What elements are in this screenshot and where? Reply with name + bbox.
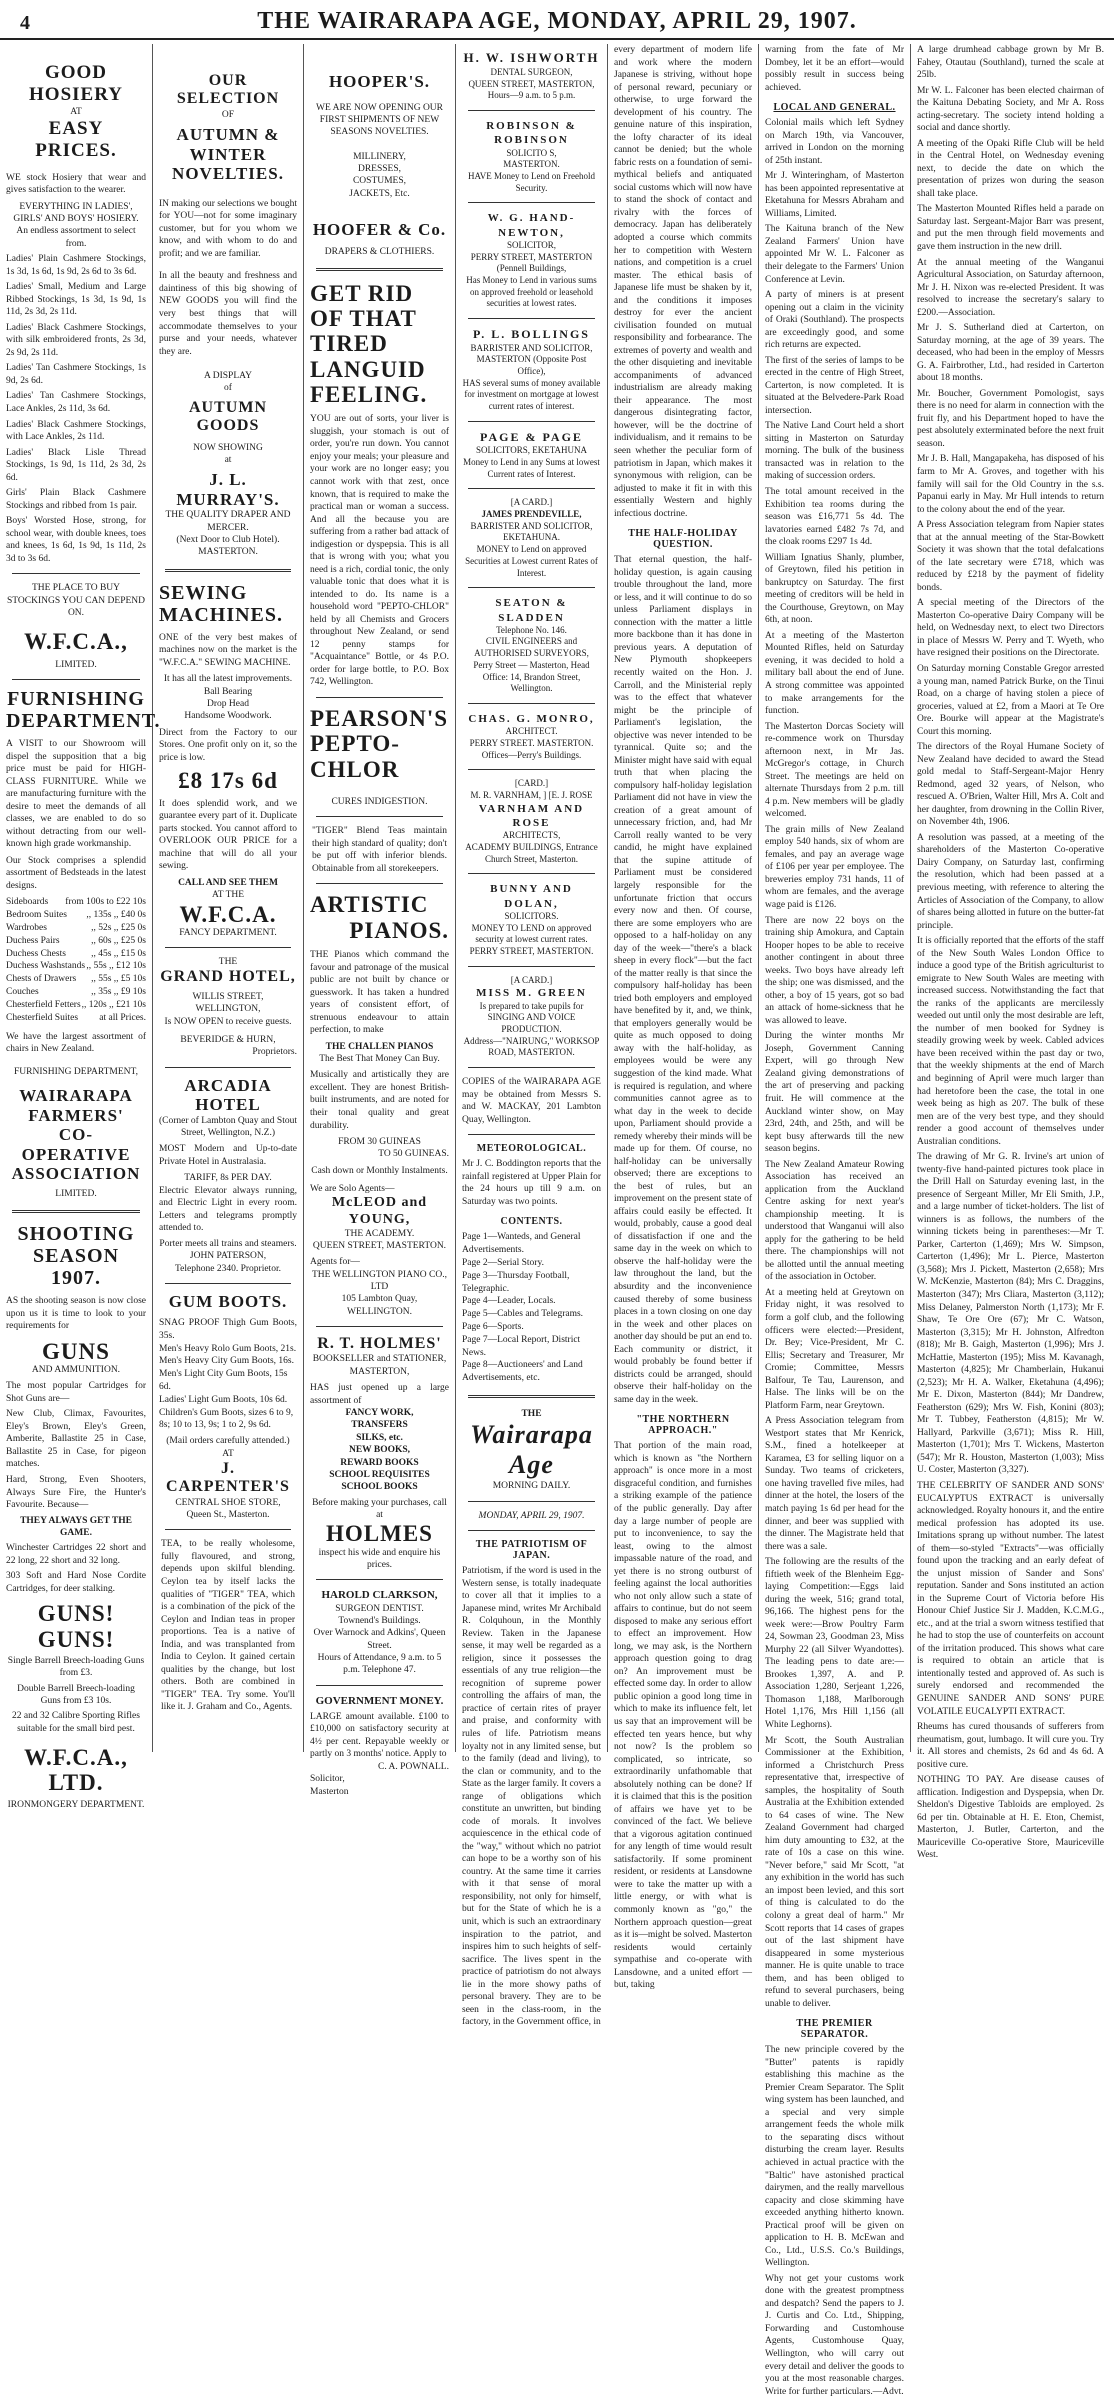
local-para: The Native Land Court held a short sitting in Masterton on Saturday morning. The bulk of the business transacted was in relation to the making of succession orders. bbox=[765, 421, 904, 482]
hooper-title: HOOPER'S. bbox=[328, 72, 431, 91]
sewing-text: ONE of the very best makes of machines now on the market is the "W.F.C.A." SEWING MACHINE. bbox=[159, 632, 297, 668]
bollings-text: HAS several sums of money available for investment on mortgage at lowest current rates of interest. bbox=[462, 377, 601, 412]
column-7 bbox=[911, 44, 1114, 1861]
wfca-name: W.F.C.A. bbox=[179, 901, 277, 927]
column-2 bbox=[153, 44, 303, 1752]
local-para: The Masterton Mounted Rifles held a parade on Saturday last. Sergeant-Major Barr was present, and put the men through field movements and gave them instruction in the new drill. bbox=[917, 204, 1104, 252]
grand-hotel: GRAND HOTEL, bbox=[160, 968, 296, 986]
arcadia-ad bbox=[159, 1076, 297, 1275]
furnishing-stock: Our Stock comprises a splendid assortment of Bedsteads in the latest designs. bbox=[6, 855, 146, 891]
card-bunny bbox=[462, 882, 601, 957]
hooper-items: MILLINERY, DRESSES, COSTUMES, JACKETS, Etc. bbox=[349, 151, 410, 199]
hosiery-ad bbox=[6, 62, 146, 671]
local-para: The directors of the Royal Humane Society of New Zealand have decided to award the Stead gold medal to Staff-Sergeant-Major Henry Redmond, aged 32 years, of Nelson, who rescued A. O'Brien, Walter Hill, Mrs A. Colt and her daughter, from drowning in the Collin River, on November 4th, 1906. bbox=[917, 742, 1104, 828]
card-varnham bbox=[462, 778, 601, 865]
tiger-ad: "TIGER" Blend Teas maintain their high standard of quality; don't be put off with inferior blends. Obtainable from all storekeepers. bbox=[312, 826, 447, 874]
selection-title: OUR SELECTION bbox=[176, 72, 280, 108]
met-heading: METEOROLOGICAL. bbox=[476, 1143, 587, 1155]
local-para: It is officially reported that the efforts of the staff of the New South Wales London Office to induce a good type of the British agriculturist to emigrate to New South Wales are meeting with increased success. Notwithstanding the fact that the ranks of the applicants are mercilessly weeded out until only the most desirable are left, the number of men booked for Sydney is steadily growing week by week. Cabled advices have been received within the past day or two, that the weekly shipments at the end of March and beginning of April were much larger than had heretofore been the case, the total in one week being as high as 207. The bulk of these men are of the very best type, and they should render a good account of themselves under Australian conditions. bbox=[917, 936, 1104, 1147]
gum-text: SNAG PROOF Thigh Gum Boots, 35s. bbox=[159, 1318, 297, 1342]
arcadia-addr: (Corner of Lambton Quay and Stout Street, Wellington, N.Z.) bbox=[159, 1115, 297, 1139]
guns-and: AND AMMUNITION. bbox=[31, 1364, 121, 1375]
furnishing-title: FURNISHING DEPARTMENT. bbox=[6, 688, 161, 733]
page-text: Money to Lend in any Sums at lowest Current rates of Interest. bbox=[463, 457, 600, 479]
musically: Musically and artistically they are excellent. They are honest British-built instruments, and are noted for their tonal quality and great durability. bbox=[310, 1070, 449, 1131]
porter: Porter meets all trains and steamers. bbox=[159, 1238, 297, 1249]
association-line: WAIRARAPA bbox=[19, 1085, 133, 1105]
guns-double: Double Barrell Breech-loading Guns from £3 10s. bbox=[17, 1683, 135, 1707]
shooting-text: AS the shooting season is now close upon us it is time to look to your requirements for bbox=[6, 1296, 146, 1332]
lambton: 105 Lambton Quay, bbox=[341, 1294, 418, 1305]
guns-text: The most popular Cartridges for Shot Guns are— bbox=[6, 1381, 146, 1404]
tea-ad: TEA, to be really wholesome, fully flavoured, and strong, depends upon skilful blending. Ceylon tea by itself lacks the qualities of "TIGER" TEA, which is a combination of the pick of the Ceylon and Indian teas in proper proportions. Tea is a native of India, and was transplanted from India to Ceylon. It gained certain qualities by the change, but lost others. Both are combined in "TIGER" TEA. Try some. You'll like it. J. Graham and Co., Agents. bbox=[161, 1539, 295, 1713]
card-label: [A CARD.] bbox=[510, 497, 553, 508]
pearson: PEARSON'S bbox=[310, 706, 449, 732]
local-para: NOTHING TO PAY. Are disease causes of afflication. Indigestion and Dyspepsia, when Dr. Sheldon's Digestive Tabloids are employed. 2s 6d per tin. Obtainable at H. E. Eton, Chemist, Masterton, J. Butler, Carterton, and the Mauriceville Co-operative Store, Mauriceville West. bbox=[917, 1775, 1104, 1861]
green-name: MISS M. GREEN bbox=[476, 987, 587, 1000]
local-para: Rheums has cured thousands of sufferers from rheumatism, gout, lumbago. It will cure you. Try it. All stores and chemists, 2s 6d and 4s 6d. A positive cure. bbox=[917, 1722, 1104, 1770]
pepto-ad bbox=[310, 281, 449, 689]
fancy-dept: FANCY DEPARTMENT. bbox=[179, 927, 277, 938]
limited-label: LIMITED. bbox=[55, 659, 97, 670]
paper-name: Wairarapa Age bbox=[470, 1420, 593, 1480]
local-para: Colonial mails which left Sydney on March 19th, via Vancouver, arrived in London on the morning of 25th instant. bbox=[765, 118, 904, 166]
column-4 bbox=[456, 44, 607, 2028]
at-the: AT THE bbox=[211, 890, 245, 901]
pianos-text: THE Pianos which command the favour and patronage of the musical public are not built by chance or guesswork. It has taken a hundred years of consistent effort, of strenuous endeavour to attain perfection, to make bbox=[310, 949, 449, 1036]
prend-city: EKETAHUNA. bbox=[502, 532, 561, 543]
local-para: The Masterton Dorcas Society will re-commence work on Thursday afternoon next, in Mr Jas. McGregor's cottage, in Church Street. The meetings are held on alternate Thursdays from 2 p.m. till 4 p.m. New members will be gladly welcomed. bbox=[765, 721, 904, 820]
robinson-sub: SOLICITO S, bbox=[506, 147, 557, 158]
local-para: A Press Association telegram from Westport states that Mr Kenrick, S.M., fined a hotelkeeper at Karamea, £3 for selling liquor on a Sunday. Two teams of cricketers, one having travelled five miles, had dinner at the hotel, the losers of the match paying 1s 6d per head for the dinner, and beer was supplied with the dinner. The Magistrate held that there was a sale. bbox=[765, 1416, 904, 1552]
carpenter: J. CARPENTER'S bbox=[166, 1459, 290, 1496]
govt-text: LARGE amount available. £100 to £10,000 on satisfactory security at 4½ per cent. Repayable weekly or partly on 3 months' notice. Apply to bbox=[310, 1711, 449, 1760]
hosiery-item: Ladies' Small, Medium and Large Ribbed Stockings, 1s 3d, 1s 9d, 1s 11d, 2s 3d, 2s 11d. bbox=[6, 282, 146, 318]
contents-heading: CONTENTS. bbox=[500, 1216, 563, 1228]
cash: Cash down or Monthly Instalments. bbox=[311, 1165, 448, 1176]
local-para: William Ignatius Shanly, plumber, of Greytown, filed his petition in bankruptcy on Saturday. The first meeting of creditors will be held in the Courthouse, Greytown, on May 6th, at noon. bbox=[765, 552, 904, 626]
hand-text: Has Money to Lend in various sums on approved freehold or leasehold securities at lowest rates. bbox=[466, 274, 597, 309]
hosiery-item: Ladies' Black Cashmere Stockings, with Lace Ankles, 2s 11d. bbox=[6, 419, 146, 443]
hours: Hours of Attendance, 9 a.m. to 5 p.m. Telephone 47. bbox=[317, 1652, 442, 1676]
local-para: A party of miners is at present opening out a claim in the vicinity of Oraki (Southland). The prospects are exceedingly good, and some rich returns are expected. bbox=[765, 290, 904, 351]
furniture-price-list bbox=[6, 896, 146, 1024]
local-para: Mr J. Winteringham, of Masterton has been appointed representative at Eketahuna for Messrs Abraham and Williams, Limited. bbox=[765, 171, 904, 219]
display-label: A DISPLAY bbox=[204, 371, 252, 382]
paterson: JOHN PATERSON, bbox=[189, 1251, 267, 1262]
local-heading: LOCAL AND GENERAL. bbox=[773, 102, 896, 114]
wellington-piano: THE WELLINGTON PIANO CO., LTD bbox=[311, 1269, 447, 1292]
customs-text: Why not get your customs work done with the greatest promptness and despatch? Send the papers to J. J. Curtis and Co. Ltd., Shipping, Forwarding and Customhouse Agents, Customhouse Quay, Wellington, who will carry out every detail and deliver the goods to you at the most reasonable charges. Write for further particulars.—Advt. bbox=[765, 2273, 904, 2397]
challen: THE CHALLEN PIANOS bbox=[325, 1041, 434, 1052]
pianos: PIANOS. bbox=[349, 917, 449, 943]
varnham-names: M. R. VARNHAM, ] [E. J. ROSE bbox=[470, 789, 593, 800]
card-page bbox=[462, 430, 601, 481]
bunny-name: BUNNY AND DOLAN, bbox=[490, 883, 573, 910]
local-para: At a meeting held at Greytown on Friday night, it was resolved to form a golf club, and the following officers were elected:—President, Dr. Bey; Vice-President, Mr C. Ellis; Secretary and Treasurer, Mr Cromie; Committee, Messrs Balfour, Te Tau, Laurenson, and Halse. The links will be on the Platform Farm, near Greytown. bbox=[765, 1287, 904, 1411]
gum-line: Men's Light City Gum Boots, 15s 6d. bbox=[159, 1369, 288, 1392]
sewing-price: £8 17s 6d bbox=[178, 768, 278, 794]
best: The Best That Money Can Buy. bbox=[319, 1054, 440, 1065]
hosiery-item: Ladies' Tan Cashmere Stockings, Lace Ankles, 2s 11d, 3s 6d. bbox=[6, 391, 146, 414]
gum-line: Ladies' Light Gum Boots, 10s 6d. bbox=[159, 1394, 288, 1405]
local-para: The following are the results of the fiftieth week of the Blenheim Egg-laying Competition:—Eggs laid during the week, 516; grand total, 96,166. The highest pens for the week were:—Brow Poultry Farm 24, Sowman 23, Goodman 23, Miss Murphy 22 (all Silver Wyandottes). The leading pens to date are:—Brookes 1,397, A. and P. Association 1,280, Serjeant 1,226, Thomason 1,188, Marlborough Hotel 1,176, Mrs Hill 1,156 (all White Leghorns). bbox=[765, 1557, 904, 1730]
hosiery-at: AT bbox=[70, 106, 82, 117]
bollings-addr: MASTERTON (Opposite Post Office), bbox=[476, 354, 587, 376]
local-para: Mr. Boucher, Government Pomologist, says there is no need for alarm in connection with the fruit fly, and his Department hoped to have the pest absolutely exterminated before the next fruit season. bbox=[917, 388, 1104, 449]
wellington: WELLINGTON. bbox=[347, 1306, 412, 1317]
hw-name: H. W. ISHWORTH bbox=[463, 50, 600, 65]
local-para: The New Zealand Amateur Rowing Association has received an application from the Auckland Centre asking for next year's championship meeting. It is understood that Wanganui will also apply for the gathering to be held there. The championships will not be allotted until the annual meeting of the association in October. bbox=[765, 1159, 904, 1283]
holmes-ad bbox=[310, 1335, 449, 1571]
pownall: C. A. POWNALL. bbox=[378, 1762, 449, 1772]
call-see: CALL AND SEE THEM bbox=[178, 877, 278, 888]
seaton-addr: Perry Street — Masterton, Head Office: 14, Brandon Street, Wellington. bbox=[473, 659, 590, 694]
hosiery-item: Ladies' Plain Cashmere Stockings, 1s 3d, 1s 6d, 1s 9d, 2s 6d to 3s 6d. bbox=[6, 254, 146, 277]
varnham-sub: ARCHITECTS, bbox=[502, 830, 561, 841]
price-row: Chesterfield Suites at all Prices. bbox=[6, 1012, 146, 1023]
grand-address: WILLIS STREET, WELLINGTON, bbox=[192, 991, 264, 1015]
local-para: The first of the series of lamps to be erected in the centre of High Street, Carterton, is now completed. It is situated at the Belvedere-Park Road intersection. bbox=[765, 355, 904, 416]
guns-hard: Hard, Strong, Even Shooters, Always Sure Fire, the Hunter's Favourite. Because— bbox=[6, 1474, 146, 1511]
queen-st: Queen St., Masterton. bbox=[186, 1510, 270, 1521]
artistic: ARTISTIC bbox=[310, 892, 429, 918]
column-3 bbox=[304, 44, 455, 1797]
hosiery-item: Ladies' Black Cashmere Stockings, with silk embroidered fronts, 2s 3d, 2s 9d, 2s 11d. bbox=[6, 322, 146, 358]
prend-text: MONEY to Lend on approved Securities at Lowest current Rates of Interest. bbox=[465, 544, 598, 578]
local-para: The drawing of Mr G. R. Irvine's art union of twenty-five hand-painted pictures took place in the Drill Hall on Saturday evening last, in the presence of Sergeant Miller, Mr Eli Smith, J.P., and a large number of ticket-holders. The list of winners is as follows, the numbers of the winning tickets being in parentheses:—Mr T. Parker, Carterton (1,469); Mrs W. Simpson, Carterton (1,496); Mr L. Pierce, Masterton (3,568); Mrs J. Pickett, Masterton (2,658); Mrs W. McKenzie, Masterton (84); Mrs C. Draggins, Masterton (347); Mrs Cliara, Masterton (3,112); Miss Delaney, Palmerston North (1,173); Mr F. Shaw, Te Ore Ore (67); Mr C. Watson, Masterton (3,315); Mr H. Johnston, Alfredton (818); Mr B. Gaigh, Masterton (1,996); Mrs J. McHattie, Masterton (195); Miss M. Kavanagh, Masterton (4,825); Mr Chamberlain, Hukanui (2,523); Mr H. A. Walker, Eketahuna (4,496); Mr E. Dixon, Masterton (844); Mr Dandrew, Featherston (629); Mrs W. Fish, Konini (803); Mr T. Tubbey, Featherston (4,815); Mr W. Hallyard, Parkville (3,671); Miss R. Hill, Masterton (1,701); Mrs T. Wickens, Masterton (547); Mr R. Houston, Masterton (1,003); Miss U. Coster, Masterton (3,327). bbox=[917, 1152, 1104, 1476]
separator-text: The new principle covered by the "Butter" patents is rapidly establishing this machine as the Premier Cream Separator. The Split wing system has been launched, and a special and very simple arrangement feeds the whole milk to the separating discs without disturbing the cream layer. Results achieved in actual practice with the "Baltic" have astonished practical dairymen, and the really marvellous capacity and close skimming have exceeded anything hitherto known. Practical proof will be given on application to H. B. McEwan and Co., Ltd., U.S.S. Co.'s Buildings, Wellington. bbox=[765, 2045, 904, 2269]
hosiery-item: Ladies' Tan Cashmere Stockings, 1s 9d, 2s 6d. bbox=[6, 363, 146, 386]
sewing-features: Ball Bearing Drop Head Handsome Woodwork. bbox=[184, 686, 272, 722]
local-para: At a meeting of the Masterton Mounted Rifles, held on Saturday evening, it was decided to hold a military ball about the end of June. A strong committee was appointed to make arrangements for the function. bbox=[765, 630, 904, 717]
bollings-name: P. L. BOLLINGS bbox=[473, 327, 590, 342]
drapers: DRAPERS & CLOTHIERS. bbox=[324, 246, 435, 257]
local-para: The grain mills of New Zealand employ 540 hands, six of whom are females, and pay an average wage of £106 per year per employee. The breweries employ 731 hands, 11 of whom are females, and the average wage paid is £126. bbox=[765, 824, 904, 910]
card-seaton bbox=[462, 596, 601, 695]
local-para: The total amount received in the Exhibition tea rooms during the season was £16,771 5s 4d. The lavatories earned £482 7s 7d, and the cloak rooms £297 1s 4d. bbox=[765, 487, 904, 548]
tariff-text: Electric Elevator always running, and Electric Light in every room. Letters and telegrams promptly attended to. bbox=[159, 1185, 297, 1234]
card-prendeville bbox=[462, 497, 601, 579]
holmes-big: HOLMES bbox=[326, 1521, 433, 1547]
green-text: Is prepared to take pupils for SINGING AND VOICE PRODUCTION. bbox=[479, 1000, 584, 1035]
bunny-text: MONEY TO LEND on approved security at lowest current rates. bbox=[471, 922, 592, 945]
hosiery-item: Girls' Plain Black Cashmere Stockings and ribbed from 1s pair. bbox=[6, 488, 146, 511]
page-sub: SOLICITORS, EKETAHUNA bbox=[475, 445, 588, 456]
bunny-addr: PERRY STREET, MASTERTON. bbox=[469, 945, 594, 956]
price-row: Sideboards from 100s to £22 10s bbox=[6, 897, 146, 908]
local-para: A Press Association telegram from Napier states that at the annual meeting of the Star-Bowkett Society it was shown that the total defalcations of the late secretary were £718, which was reduced by £218 by the payment of fidelity bonds. bbox=[917, 520, 1104, 593]
beveridge: BEVERIDGE & HURN, bbox=[180, 1034, 276, 1045]
furnishing-dept: FURNISHING DEPARTMENT, bbox=[14, 1066, 138, 1077]
arcadia-text: MOST Modern and Up-to-date Private Hotel in Australasia. bbox=[159, 1144, 297, 1167]
now-showing: NOW SHOWING bbox=[193, 442, 263, 453]
masterton-label: MASTERTON. bbox=[198, 547, 258, 558]
central-shoe: CENTRAL SHOE STORE, bbox=[175, 1497, 281, 1508]
page-number: 4 bbox=[20, 12, 30, 34]
tariff: TARIFF, 8s PER DAY. bbox=[184, 1173, 272, 1184]
contents-item: Page 8—Auctioneers' and Land Advertisements, etc. bbox=[462, 1360, 583, 1384]
shooting-title: SHOOTING SEASON 1907. bbox=[17, 1223, 135, 1290]
from-guineas: FROM 30 GUINEAS bbox=[338, 1137, 421, 1148]
agents: We are Solo Agents— bbox=[310, 1184, 395, 1195]
sewing-direct: Direct from the Factory to our Stores. One profit only on it, so the price is low. bbox=[159, 727, 297, 763]
local-para: On Saturday morning Constable Gregor arrested a young man, named Patrick Burke, on the Tinui Road, on a charge of having stolen a piece of groceries, valued at £2, from a Maori at Te Ore Ore. Bourke will appear at the Magistrate's Court this morning. bbox=[917, 663, 1104, 737]
column-1 bbox=[0, 44, 161, 1810]
guns-rifles: 22 and 32 Calibre Sporting Rifles suitable for the small bird pest. bbox=[12, 1711, 140, 1734]
price-row: Duchess Chests ,, 45s ,, £15 0s bbox=[6, 948, 146, 959]
hooper-text: WE ARE NOW OPENING OUR FIRST SHIPMENTS OF NEW SEASONS NOVELTIES. bbox=[315, 102, 443, 138]
local-para: Mr W. L. Falconer has been elected chairman of the Kaituna Debating Society, and Mr A. Ross acting-secretary. The society intend holding a social and dance shortly. bbox=[917, 85, 1104, 134]
hw-sub: DENTAL SURGEON, bbox=[490, 66, 573, 77]
novelties-ad bbox=[159, 72, 297, 559]
seaton-name: SEATON & SLADDEN bbox=[495, 597, 568, 624]
hosiery-title: GOOD HOSIERY bbox=[29, 62, 123, 105]
local-para: THE CELEBRITY OF SANDER AND SONS' EUCALYPTUS EXTRACT is universally acknowledged. Royalty honours it, and the entire medical profession has adopted its use. Imitations sprang up without number. The latest of them—so-styled "Extracts"—was officially found upon the tracking and an early defeat of the unjust mission of Sander and Sons' reputation. Sander and Sons instituted an action in the Supreme Court of Victoria before His Honour Chief Justice Sir J. Madden, K.C.M.G., etc., and at the trial a sworn witness testified that he had to stop the use of counterfeits on account of the irritation produced. This shows what care is required to obtain an article that is intentionally tested and approved of. As such is surely endorsed and recommended the GENUINE SANDER AND SONS' PURE VOLATILE EUCALYPTI EXTRACT. bbox=[917, 1480, 1104, 1717]
seaton-sub: CIVIL ENGINEERS and AUTHORISED SURVEYORS, bbox=[474, 636, 589, 659]
shooting-ad bbox=[6, 1223, 146, 1811]
guns-single: Single Barrell Breech-loading Guns from £3. bbox=[7, 1655, 145, 1679]
contents-item: Page 3—Thursday Football, Telegraphic. bbox=[462, 1270, 570, 1294]
telephone: Telephone 2340. Proprietor. bbox=[175, 1263, 281, 1274]
price-row: Wardrobes ,, 52s ,, £25 0s bbox=[6, 923, 146, 934]
bollings-sub: BARRISTER AND SOLICITOR, bbox=[470, 342, 593, 353]
hosiery-everything: EVERYTHING IN LADIES', GIRLS' AND BOYS' HOSIERY. bbox=[13, 201, 139, 225]
gum-line: Men's Heavy Rolo Gum Boots, 21s. bbox=[159, 1343, 297, 1354]
local-para: During the winter months Mr Joseph, Government Canning Expert, will go through New Zealand giving demonstrations of the art of preserving and packing fruit. He will commence at the Auckland winter show, on May 23rd, 24th, and 25th, and will be kept busy afterwards till the new season begins. bbox=[765, 1031, 904, 1155]
hosiery-place: THE PLACE TO BUY STOCKINGS YOU CAN DEPEND ON. bbox=[6, 583, 146, 619]
queen-street: QUEEN STREET, MASTERTON. bbox=[312, 1240, 447, 1251]
varnham-addr: ACADEMY BUILDINGS, Entrance Church Street, Masterton. bbox=[465, 841, 598, 864]
furnishing-end: We have the largest assortment of chairs in New Zealand. bbox=[6, 1031, 146, 1055]
agents-for: Agents for— bbox=[310, 1257, 360, 1268]
gumboots-title: GUM BOOTS. bbox=[168, 1291, 288, 1311]
local-para: Mr J. B. Hall, Mangapakeha, has disposed of his farm to Mr A. Groves, and together with his family will sail for the Old Country in the s.s. Papanui early in May. Mr Hull intends to return to the colony about the end of the year. bbox=[917, 454, 1104, 515]
card2-label: [CARD.] bbox=[514, 778, 549, 789]
green-addr: Address—"NAIRUNG," WORKSOP ROAD, MASTERTON. bbox=[463, 1035, 600, 1058]
halfholiday-heading: THE HALF-HOLIDAY QUESTION. bbox=[628, 528, 738, 551]
sewing-title: SEWING MACHINES. bbox=[159, 581, 284, 626]
page-name: PAGE & PAGE bbox=[480, 429, 583, 444]
issue-date: MONDAY, APRIL 29, 1907. bbox=[478, 1510, 585, 1521]
hw-addr: QUEEN STREET, MASTERTON, bbox=[468, 78, 595, 89]
hoofer-co: HOOFER & Co. bbox=[312, 219, 447, 239]
met-text: Mr J. C. Boddington reports that the rainfall registered at Upper Plain for the 24 hours up till 9 a.m. on Saturday was two points. bbox=[462, 1159, 601, 1207]
wfca-ltd: W.F.C.A., LTD. bbox=[24, 1745, 128, 1796]
patriotism-heading: THE PATRIOTISM OF JAPAN. bbox=[475, 1539, 588, 1562]
varnham-name: VARNHAM AND ROSE bbox=[478, 802, 585, 829]
contents-item: Page 2—Serial Story. bbox=[462, 1257, 544, 1268]
guns-guns: GUNS! GUNS! bbox=[37, 1601, 115, 1652]
morning-daily: MORNING DAILY. bbox=[492, 1481, 571, 1492]
patriotism-text: Patriotism, if the word is used in the Western sense, is totally inadequate to cover all that it implies to a Japanese mind, writes Mr Archibald R. Colquhoun, in the Monthly Review. Taken in the Japanese sense, it may well be regarded as a religion, since it possesses the essentials of any true religion—the recognition of supreme power controlling the affairs of man, the practice of certain rites of prayer and praise, and conformity with rules of life. Patriotism means loyalty not in any limited sense, but to the family (dead and living), to the clan or community, and to the State as the larger family. It covers a range of obligations which constitute an unwritten, but binding code of morals. It involves acquiescence in the ethical code of the "way," without which no patriot can hope to be a worthy son of his country. At the same time it carries with it that sense of moral responsibility, not only for himself, but for the State of which he is a unit, which is such an extraordinary inspiration to the patriot, and inspires him to such heights of self-sacrifice. The lives spent in the practice of patriotism do not always lie in the more showy paths of personal bravery. They are to be seen in the class-room, in the factory, in the Government office, in bbox=[462, 1566, 601, 2028]
monro-sub: ARCHITECT. bbox=[505, 726, 558, 737]
holmes-text: HAS just opened up a large assortment of bbox=[310, 1383, 449, 1406]
get-rid-title: GET RID OF THAT TIRED LANGUID FEELING. bbox=[310, 280, 428, 408]
guns-always: THEY ALWAYS GET THE GAME. bbox=[20, 1515, 132, 1538]
robinson-city: MASTERTON. bbox=[503, 159, 560, 170]
sewing-improve: It has all the latest improvements. bbox=[163, 674, 293, 685]
pianos-ad bbox=[310, 892, 449, 1318]
copies-notice: COPIES of the WAIRARAPA AGE may be obtained from Messrs S. and W. MACKAY, 201 Lambton Quay, Wellington. bbox=[462, 1077, 601, 1125]
contents-item: Page 5—Cables and Telegrams. bbox=[462, 1309, 584, 1320]
local-para: Mr J. S. Sutherland died at Carterton, on Saturday morning, at the age of 39 years. The deceased, who had been in the employ of Messrs G. A. Fairbrother, Ltd., had resided in Carterton about 18 months. bbox=[917, 323, 1104, 384]
quality-draper: THE QUALITY DRAPER AND MERCER. bbox=[165, 510, 291, 533]
price-row: Chests of Drawers ,, 55s ,, £5 10s bbox=[6, 974, 146, 985]
local-para: The Kaituna branch of the New Zealand Farmers' Union have appointed Mr W. L. Falconer as their delegate to the Farmers' Union Conference at Levin. bbox=[765, 224, 904, 285]
card-hand bbox=[462, 211, 601, 310]
holmes-items: FANCY WORK, TRANSFERS SILKS, etc. NEW BOOKS, REWARD BOOKS SCHOOL REQUISITES SCHOOL BOOKS bbox=[329, 1408, 430, 1493]
monro-name: CHAS. G. MONRO, bbox=[468, 712, 595, 725]
govt-money-ad bbox=[310, 1694, 449, 1798]
contents-item: Page 1—Wanteds, and General Advertisements. bbox=[462, 1232, 581, 1256]
card-monro bbox=[462, 712, 601, 761]
next-door: (Next Door to Club Hotel). bbox=[176, 535, 280, 546]
over: Over Warnock and Adkins', Queen Street. bbox=[313, 1628, 446, 1651]
card-green bbox=[462, 975, 601, 1059]
article-text: That portion of the main road, which is known as "the Northern approach" is once more in a most disgraceful condition, and furnishes a striking example of the patience of the public generally. Day after day a large number of people are put to inconvenience, to say the least, owing to the almost impassable nature of the road, and yet there is no strong outburst of feeling against the local authorities who not only allow such a state of affairs to continue, but do not seem disposed to make any serious effort to effect an improvement. How long, we may ask, is the Northern approach question going to drag on? An improvement must be effected some day. In order to allow public opinion a good long time in which to make its influence felt, let us say that an improvement will be effected ten years hence, but why not now? Is the problem so complicated, so intricate, so extraordinarily unfathomable that absolutely nothing can be done? If it is claimed that this is the position of affairs we have yet to be convinced of the fact. We believe that a vigorous agitation continued for any length of time would result satisfactorily. If some prominent resident, or residents at Lansdowne were to take the matter up with a little energy, or with what is commonly known as "go," the Northern approach question—great as it is—might be solved. Masterton residents would certainly sympathise and co-operate with Lansdowne, and a united effort — but, taking bbox=[614, 1441, 752, 1991]
display-of: of bbox=[224, 383, 232, 394]
pepto-chlor: PEPTO-CHLOR bbox=[310, 731, 400, 782]
article-text: warning from the fate of Mr Dombey, let it be an effort—would possibly result in success being achieved. bbox=[765, 45, 904, 93]
harold: HAROLD CLARKSON, bbox=[321, 1589, 438, 1602]
furnishing-text: A VISIT to our Showroom will dispel the supposition that a big price must be paid for HIGH-CLASS FURNITURE. While we are manufacturing furniture with the desire to meet the demands of all classes, we are enabled to do so without detracting from our well-known high grade workmanship. bbox=[6, 739, 146, 850]
masterton: MASTERTON, bbox=[349, 1366, 410, 1377]
clarkson-ad bbox=[310, 1588, 449, 1676]
hosiery-intro: WE stock Hosiery that wear and gives satisfaction to the wearer. bbox=[6, 172, 146, 196]
gum-line: Children's Gum Boots, sizes 6 to 9, 8s; 10 to 13, 9s; 1 to 2, 9s 6d. bbox=[159, 1407, 294, 1431]
get-rid-text: YOU are out of sorts, your liver is sluggish, your stomach is out of order, you're run down. You cannot enjoy your meals; your pleasure and your work are no longer easy; you cannot work with that zest, once known, that is required to make the practical man or woman a success. And all the because you are suffering from a rather bad attack of indigestion or dyspepsia. This is all that is wrong with you; what you need is a rich, cordial tonic, the only valuable tonic that does what it is intended to do. Its name is a household word "PEPTO-CHLOR" held by all Chemists and Grocers throughout New Zealand, or send 12 penny stamps for "Acquaintance" Bottle, or 4s P.O. order for large bottle, to P.O. Box 742, Wellington. bbox=[310, 414, 449, 688]
mail-orders: (Mail orders carefully attended.) bbox=[166, 1436, 290, 1447]
contents-item: Page 7—Local Report, District News. bbox=[462, 1334, 581, 1358]
arcadia-title: ARCADIA HOTEL bbox=[184, 1075, 272, 1115]
newspaper-title: THE WAIRARAPA AGE, MONDAY, APRIL 29, 1907. bbox=[257, 8, 857, 34]
northern-heading: "THE NORTHERN APPROACH." bbox=[636, 1414, 730, 1437]
autumn-novelties: AUTUMN & WINTER NOVELTIES. bbox=[172, 125, 284, 184]
masthead bbox=[0, 0, 1114, 40]
price-row: Duchess Pairs ,, 60s ,, £25 0s bbox=[6, 935, 146, 946]
seaton-tel: Telephone No. 146. bbox=[496, 624, 567, 635]
making-text: IN making our selections we bought for YOU—not for some imaginary customer, but for you whom we know, and with whom to do and profit; and we are familiar. bbox=[159, 198, 297, 259]
murray-name: J. L. MURRAY'S. bbox=[176, 470, 280, 509]
grand-hotel-ad bbox=[159, 956, 297, 1058]
holmes-before: Before making your purchases, call at bbox=[312, 1497, 447, 1520]
association-line: FARMERS' bbox=[28, 1105, 124, 1125]
local-para: A special meeting of the Directors of the Masterton Co-operative Dairy Company will be held, on Wednesday next, to elect two Directors in place of Messrs W. Perry and T. Wyeth, who have resigned their positions on the Directorate. bbox=[917, 598, 1104, 659]
hosiery-item: Boys' Worsted Hose, strong, for school wear, with double knees, toes and knees, 1s 6d, 1s 9d, 1s 11d, 2s 3d to 3s 6d. bbox=[6, 516, 146, 564]
local-para: A large drumhead cabbage grown by Mr B. Fahey, Otautau (Southland), turned the scale at 25lb. bbox=[917, 45, 1104, 81]
holmes-title: R. T. HOLMES' bbox=[317, 1335, 442, 1352]
townend: Townend's Buildings. bbox=[338, 1615, 421, 1626]
robinson-name: ROBINSON & ROBINSON bbox=[486, 119, 577, 147]
contents-item: Page 4—Leader, Locals. bbox=[462, 1296, 556, 1307]
robinson-text: HAVE Money to Lend on Freehold Security. bbox=[467, 170, 596, 193]
guns-list: New Club, Climax, Favourites, Eley's Brown, Eley's Green, Amberite, Ballastite 25 in Case, Ballastite 25 in Case, for pigeon matches. bbox=[6, 1409, 146, 1470]
guns-winchester: Winchester Cartridges 22 short and 22 long, 22 short and 32 long. bbox=[6, 1543, 146, 1566]
association-limited: LIMITED. bbox=[55, 1188, 97, 1199]
card3-label: [A CARD.] bbox=[510, 974, 553, 985]
wfca-heading: W.F.C.A., bbox=[24, 629, 128, 655]
grand-open: Is NOW OPEN to receive guests. bbox=[164, 1016, 292, 1027]
furnishing-ad bbox=[6, 688, 161, 1200]
hw-hours: Hours—9 a.m. to 5 p.m. bbox=[487, 90, 576, 101]
beauty-text: In all the beauty and freshness and daintiness of this big showing of NEW GOODS you will find the very best things that will accommodate themselves to your purse and your needs, whatever they are. bbox=[159, 271, 297, 357]
paper-nameplate bbox=[462, 1408, 601, 1493]
guns-303: 303 Soft and Hard Nose Cordite Cartridges, for deer stalking. bbox=[6, 1571, 146, 1594]
prendeville-name: JAMES PRENDEVILLE, bbox=[481, 509, 582, 520]
card-hw bbox=[462, 50, 601, 102]
price-row: Duchess Washstands ,, 55s ,, £12 10s bbox=[6, 961, 146, 972]
separator-heading: THE PREMIER SEPARATOR. bbox=[796, 2018, 873, 2041]
hand-sub: SOLICITOR, bbox=[506, 239, 557, 250]
to-guineas: TO 50 GUINEAS. bbox=[378, 1149, 449, 1160]
mcleod: McLEOD and YOUNG, bbox=[331, 1195, 428, 1227]
card-robinson bbox=[462, 119, 601, 194]
at-label: at bbox=[224, 454, 232, 465]
column-6 bbox=[759, 44, 910, 2397]
the-label: THE bbox=[521, 1409, 542, 1420]
solicitor: Solicitor, Masterton bbox=[310, 1774, 349, 1797]
surgeon: SURGEON DENTIST. bbox=[335, 1603, 424, 1614]
association-line: ASSOCIATION bbox=[11, 1164, 141, 1184]
monro-addr: PERRY STREET. MASTERTON. Offices—Perry's Buildings. bbox=[469, 737, 594, 760]
inspect: inspect his wide and enquire his prices. bbox=[318, 1547, 441, 1570]
hand-name: W. G. HAND-NEWTON, bbox=[487, 212, 576, 239]
article-text: That eternal question, the half-holiday question, is again causing trouble throughout the land, more or less, and it will continue to do so unless Parliament displays in connection with the matter a little more backbone than it has done in previous years. A deputation of New Plymouth shopkeepers recently waited on the Hon. J. Carroll, and the Ministerial reply was to the effect that whatever might be the principle of Parliament's legislation, the objective was never intended to be tyrannical. Quite so; and the Minister might have said with equal truth that when placing the compulsory half-holiday legislation Parliament did not have in view the creation of a great amount of unnecessary friction, and, had Mr Carroll really wanted to be very candid, he might have explained that the supine attitude of Parliament must be considered largely responsible for the unfortunate friction that occurs every now and then. Of course, there are some employers who are opposed to a half-holiday on any day of the week—"there's a black sheep in every flock"—but the fact of the matter really is that since the compulsory half-holiday has been tried both employers and employed have benefited by it, and, we think, that employers generally would be quite as much opposed to doing away with the half-holiday, as employees would be were any suggestion of the kind made. What is required is regulation, and where communities cannot agree as to what day in the week to decide upon, Parliament should provide a remedy whereby their minds will be made up for them. Of course, no half-holiday can be universally observed; there are exceptions to the best of rules, but an improvement on the present state of affairs could easily be effected. It would, probably, cause a good deal of dissatisfaction if one and the same day in the week on which to observe the half-holiday were the law throughout the land, but the absurdity and the inconvenience caused thereby of some business places in a town closing on one day in the week and other places on another day should be put an end to. Each community or district, it would probably be found better if districts could be arranged, should observe their half-holiday on the same day in the week. bbox=[614, 555, 752, 1405]
govt: GOVERNMENT MONEY. bbox=[315, 1694, 444, 1707]
academy: THE ACADEMY. bbox=[344, 1228, 415, 1239]
gum-line: Men's Heavy City Gum Boots, 16s. bbox=[159, 1356, 294, 1367]
local-para: Mr Scott, the South Australian Commissioner at the Exhibition, informed a Christchurch Press representative that, irrespective of samples, the hospitality of South Australia at the Exhibition extended to 64 cases of wine. The New Zealand Government had charged him duty amounting to £32, at the rate of 10s a case on this wine. "Never before," said Mr Scott, "at any exhibition in the world has such an impost been levied, and this sort of thing is calculated to do the colony a great deal of harm." Mr Scott reports that 14 cases of grapes out of the last shipment have disappeared in some mysterious manner. He is quite unable to trace them, and has been obliged to refund to several purchasers, being unable to deliver. bbox=[765, 1735, 904, 2009]
grand-the: THE bbox=[218, 957, 238, 968]
gumboots-ad bbox=[159, 1292, 297, 1521]
sewing-ad bbox=[159, 582, 297, 939]
hosiery-endless: An endless assortment to select from. bbox=[16, 226, 136, 249]
hosiery-item: Ladies' Black Lisle Thread Stockings, 1s 9d, 1s 11d, 2s 3d, 2s 6d. bbox=[6, 447, 146, 483]
proprietors: Proprietors. bbox=[252, 1047, 297, 1058]
local-para: A meeting of the Opaki Rifle Club will be held in the Central Hotel, on Wednesday evening next, to decide the date on which the presentation of prizes won during the season shall take place. bbox=[917, 138, 1104, 199]
card-bollings bbox=[462, 327, 601, 413]
bunny-sub: SOLICITORS. bbox=[504, 910, 559, 921]
hand-addr: PERRY STREET, MASTERTON (Pennell Buildings, bbox=[470, 251, 593, 274]
hooper-ad bbox=[310, 72, 449, 258]
local-para: A resolution was passed, at a meeting of the shareholders of the Masterton Co-operative Dairy Company, on Saturday last, confirming the resolution, which had been passed at a previous meeting, with reference to altering the Articles of Association of the Company, to allow of shares being allotted in future on the butter-fat principle. bbox=[917, 832, 1104, 931]
local-para: At the annual meeting of the Wanganui Agricultural Association, on Saturday afternoon, Mr J. H. Nixon was re-elected President. It was resolved to increase the secretary's salary to £200.—Association. bbox=[917, 257, 1104, 318]
pearson-ad bbox=[310, 706, 449, 808]
article-text: every department of modern life and work where the modern Japanese is striving, without hope of personal reward, pecuniary or otherwise, to urge forward the development of his country. The genuine nature of this inspiration, the lofty character of its ideal cannot be denied; but the whole fabric rests on a foundation of semi-mythical beliefs and antiquated social customs which will now have to stand the shock of contact and rivalry with the forces of democracy. Japan has deliberately adopted a course which commits her to competition with Western nations, and competition is a cruel master. The ethical basis of Japanese life must be shaken by it, and the conditions it imposes destroy for ever the ancient civilisation founded on mutual responsibility and forbearance. The extremes of poverty and wealth and the other disquieting and inevitable accompaniments of advanced industrialism are already making their appearance. The most dangerous disintegrating factor, however, will be the doctrine of individualism, and it remains to be seen whether the peculiar form of patriotism in Japan, which makes it synonymous with religion, can be adjusted to make it fit in with this essentially Western and highly infectious doctrine. bbox=[614, 45, 752, 519]
association-line: CO-OPERATIVE bbox=[21, 1125, 131, 1164]
bookseller: BOOKSELLER and STATIONER, bbox=[312, 1354, 447, 1365]
selection-of: OF bbox=[221, 109, 235, 120]
local-para: There are now 22 boys on the training ship Amokura, and Captain Hooper hopes to be able to receive another contingent in about three weeks. Two boys have already left the ship; one was dismissed, and the other, a boy of 15 years, got so bad an attack of home-sickness that he was allowed to leave. bbox=[765, 915, 904, 1026]
price-row: Chesterfield Fetters ,, 120s ,, £21 10s bbox=[6, 999, 146, 1010]
column-5 bbox=[608, 44, 758, 1991]
at2: AT bbox=[222, 1448, 234, 1459]
sewing-guarantee: It does splendid work, and we guarantee every part of it. Duplicate parts stocked. You cannot afford to OVERLOOK OUR PRICE for a machine that will do all your sewing. bbox=[159, 798, 297, 872]
prend-sub: BARRISTER AND SOLICITOR, bbox=[470, 520, 593, 531]
price-row: Couches ,, 35s ,, £9 10s bbox=[6, 987, 146, 998]
hosiery-prices: EASY PRICES. bbox=[35, 118, 117, 161]
cures: CURES INDIGESTION. bbox=[331, 796, 428, 807]
price-row: Bedroom Suites ,, 135s ,, £40 0s bbox=[6, 910, 146, 921]
contents-item: Page 6—Sports. bbox=[462, 1322, 524, 1333]
autumn-goods: AUTUMN GOODS bbox=[189, 398, 267, 435]
ironmongery: IRONMONGERY DEPARTMENT. bbox=[7, 1799, 145, 1810]
guns-title: GUNS bbox=[42, 1338, 110, 1364]
